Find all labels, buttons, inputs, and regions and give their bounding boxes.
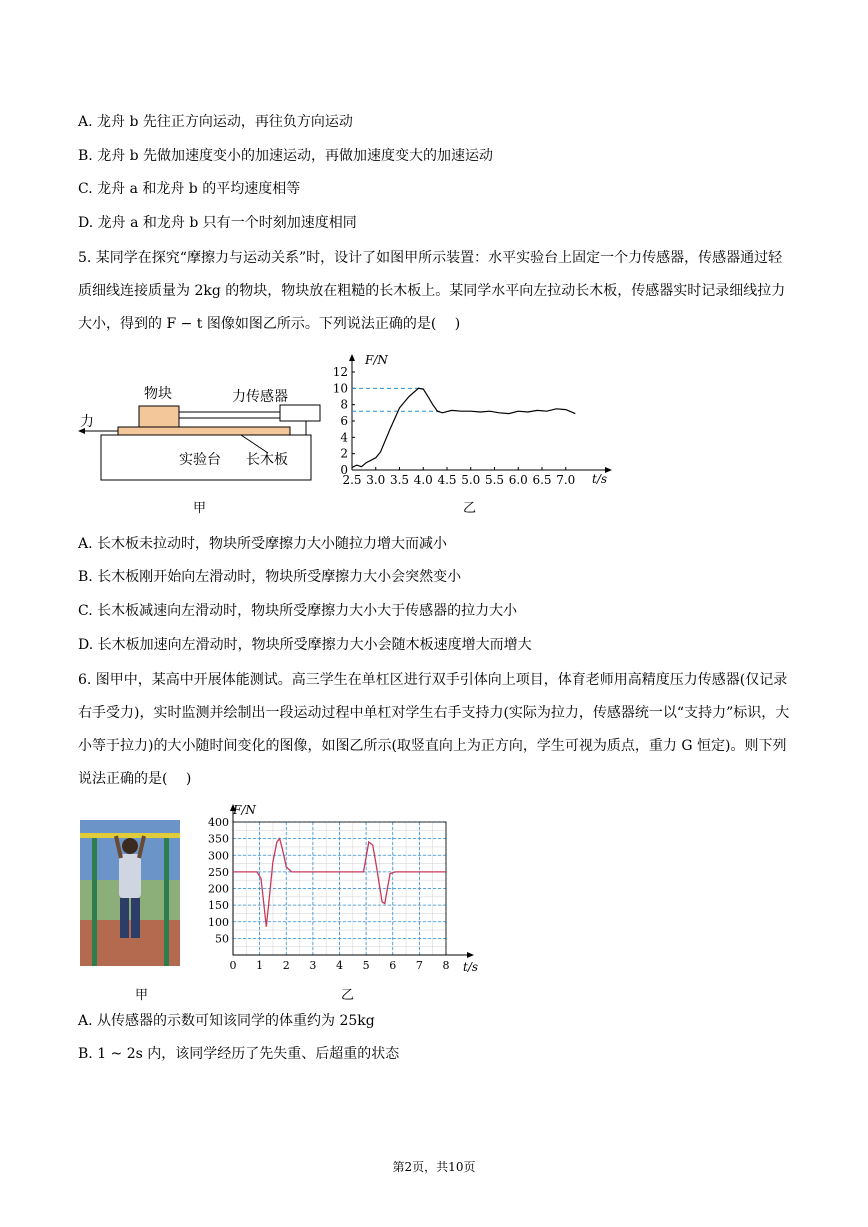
label-block: 物块 xyxy=(144,386,172,402)
q5-x-tick-label: 6.0 xyxy=(508,473,528,487)
label-force: 力 xyxy=(80,414,94,430)
q5-y-axis-label: F/N xyxy=(365,353,388,367)
q5-x-tick-label: 5.5 xyxy=(484,473,505,487)
x-axis-arrow-icon xyxy=(467,952,474,958)
q5-x-tick-label: 5.0 xyxy=(461,473,481,487)
label-sensor: 力传感器 xyxy=(232,389,288,405)
q5-y-tick-label: 0 xyxy=(340,463,348,477)
q5-y-tick-label: 2 xyxy=(340,446,348,461)
y-axis-arrow-icon xyxy=(349,354,355,361)
q5-apparatus-figure xyxy=(76,372,326,484)
q5-option-c: C. 长木板减速向左滑动时，物块所受摩擦力大小大于传感器的拉力大小 xyxy=(78,603,518,619)
q5-y-tick-label: 4 xyxy=(340,430,348,445)
q6-option-b: B. 1 ~ 2s 内，该同学经历了先失重、后超重的状态 xyxy=(78,1046,400,1062)
q5-ft-curve xyxy=(352,388,575,467)
q5-y-tick-label: 12 xyxy=(332,365,348,379)
q6-y-tick-label: 50 xyxy=(215,932,229,946)
q6-photo-pullup xyxy=(80,820,180,966)
q4-option-b: B. 龙舟 b 先做加速度变小的加速运动，再做加速度变大的加速运动 xyxy=(78,148,494,164)
q5-ft-chart xyxy=(330,350,620,500)
q5-caption-yi: 乙 xyxy=(463,501,477,516)
q5-y-tick-label: 10 xyxy=(332,381,348,396)
q5-option-b: B. 长木板刚开始向左滑动时，物块所受摩擦力大小会突然变小 xyxy=(78,569,462,585)
q6-caption-yi: 乙 xyxy=(341,988,355,1003)
q6-ft-chart xyxy=(200,800,490,980)
q6-x-tick-label: 8 xyxy=(442,959,450,972)
q6-x-tick-label: 1 xyxy=(256,959,264,972)
q4-option-a: A. 龙舟 b 先往正方向运动，再往负方向运动 xyxy=(78,114,353,130)
q5-x-tick-label: 3.0 xyxy=(366,473,386,487)
q5-caption-jia: 甲 xyxy=(193,501,207,516)
q6-y-axis-label: F/N xyxy=(233,803,256,817)
q6-stem: 6. 图甲中，某高中开展体能测试。高三学生在单杠区进行双手引体向上项目，体育老师用高精度压力传感器(仅记录右手受力)，实时监测并绘制出一段运动过程中单杠对学生右手支持力(实际为拉力，传感器统一以“支持力”标识，大小等于拉力)的大小随时间变化的图像，如图乙所示(取竖直向上为正方向，学生可视为质点，重力 G 恒定)。则下列说法正确的是( ) xyxy=(78,672,790,787)
q5-y-tick-label: 6 xyxy=(340,414,348,428)
q6-x-tick-label: 4 xyxy=(336,959,343,972)
q6-y-tick-label: 300 xyxy=(208,849,229,863)
q5-option-d: D. 长木板加速向左滑动时，物块所受摩擦力大小会随木板速度增大而增大 xyxy=(78,637,532,653)
q5-y-tick-label: 8 xyxy=(340,397,348,412)
long-board xyxy=(118,427,290,435)
q6-y-tick-label: 250 xyxy=(208,865,229,879)
block xyxy=(139,406,179,427)
q6-x-tick-label: 0 xyxy=(229,959,237,972)
q6-caption-jia: 甲 xyxy=(135,988,149,1003)
force-sensor xyxy=(280,405,320,421)
q4-option-c: C. 龙舟 a 和龙舟 b 的平均速度相等 xyxy=(78,181,301,197)
q5-x-tick-label: 7.0 xyxy=(556,473,576,487)
q6-x-tick-label: 5 xyxy=(362,959,370,972)
q6-y-tick-label: 200 xyxy=(208,882,229,896)
q6-option-a: A. 从传感器的示数可知该同学的体重约为 25kg xyxy=(78,1013,375,1029)
q5-stem: 5. 某同学在探究“摩擦力与运动关系”时，设计了如图甲所示装置：水平实验台上固定一个力传感器，传感器通过轻质细线连接质量为 2kg 的物块，物块放在粗糙的长木板上。某同学水平向左拉动长木板，传感器实时记录细线拉力大小，得到的 F − t 图像如图乙所示。下列说法正确的是( ) xyxy=(78,250,786,332)
label-board: 长木板 xyxy=(246,452,288,468)
q6-x-axis-label: t/s xyxy=(463,960,479,974)
q6-y-tick-label: 100 xyxy=(208,915,229,929)
q6-y-tick-label: 400 xyxy=(208,816,229,829)
q6-y-tick-label: 150 xyxy=(208,899,229,913)
q4-option-d: D. 龙舟 a 和龙舟 b 只有一个时刻加速度相同 xyxy=(78,215,357,231)
q6-x-tick-label: 2 xyxy=(282,959,290,972)
q5-x-tick-label: 3.5 xyxy=(389,473,410,487)
page-footer: 第2页，共10页 xyxy=(392,1160,476,1174)
q6-x-tick-label: 7 xyxy=(415,959,423,972)
q5-x-tick-label: 4.0 xyxy=(413,473,433,487)
q5-x-tick-label: 6.5 xyxy=(532,473,552,487)
q5-x-tick-label: 4.5 xyxy=(437,473,457,487)
q5-option-a: A. 长木板未拉动时，物块所受摩擦力大小随拉力增大而减小 xyxy=(78,536,448,552)
q6-y-tick-label: 350 xyxy=(208,832,229,846)
q5-x-tick-label: 2.5 xyxy=(342,473,362,487)
q6-x-tick-label: 6 xyxy=(389,959,397,972)
q6-x-tick-label: 3 xyxy=(309,959,317,972)
q5-x-axis-label: t/s xyxy=(592,472,608,486)
label-table: 实验台 xyxy=(179,452,221,468)
